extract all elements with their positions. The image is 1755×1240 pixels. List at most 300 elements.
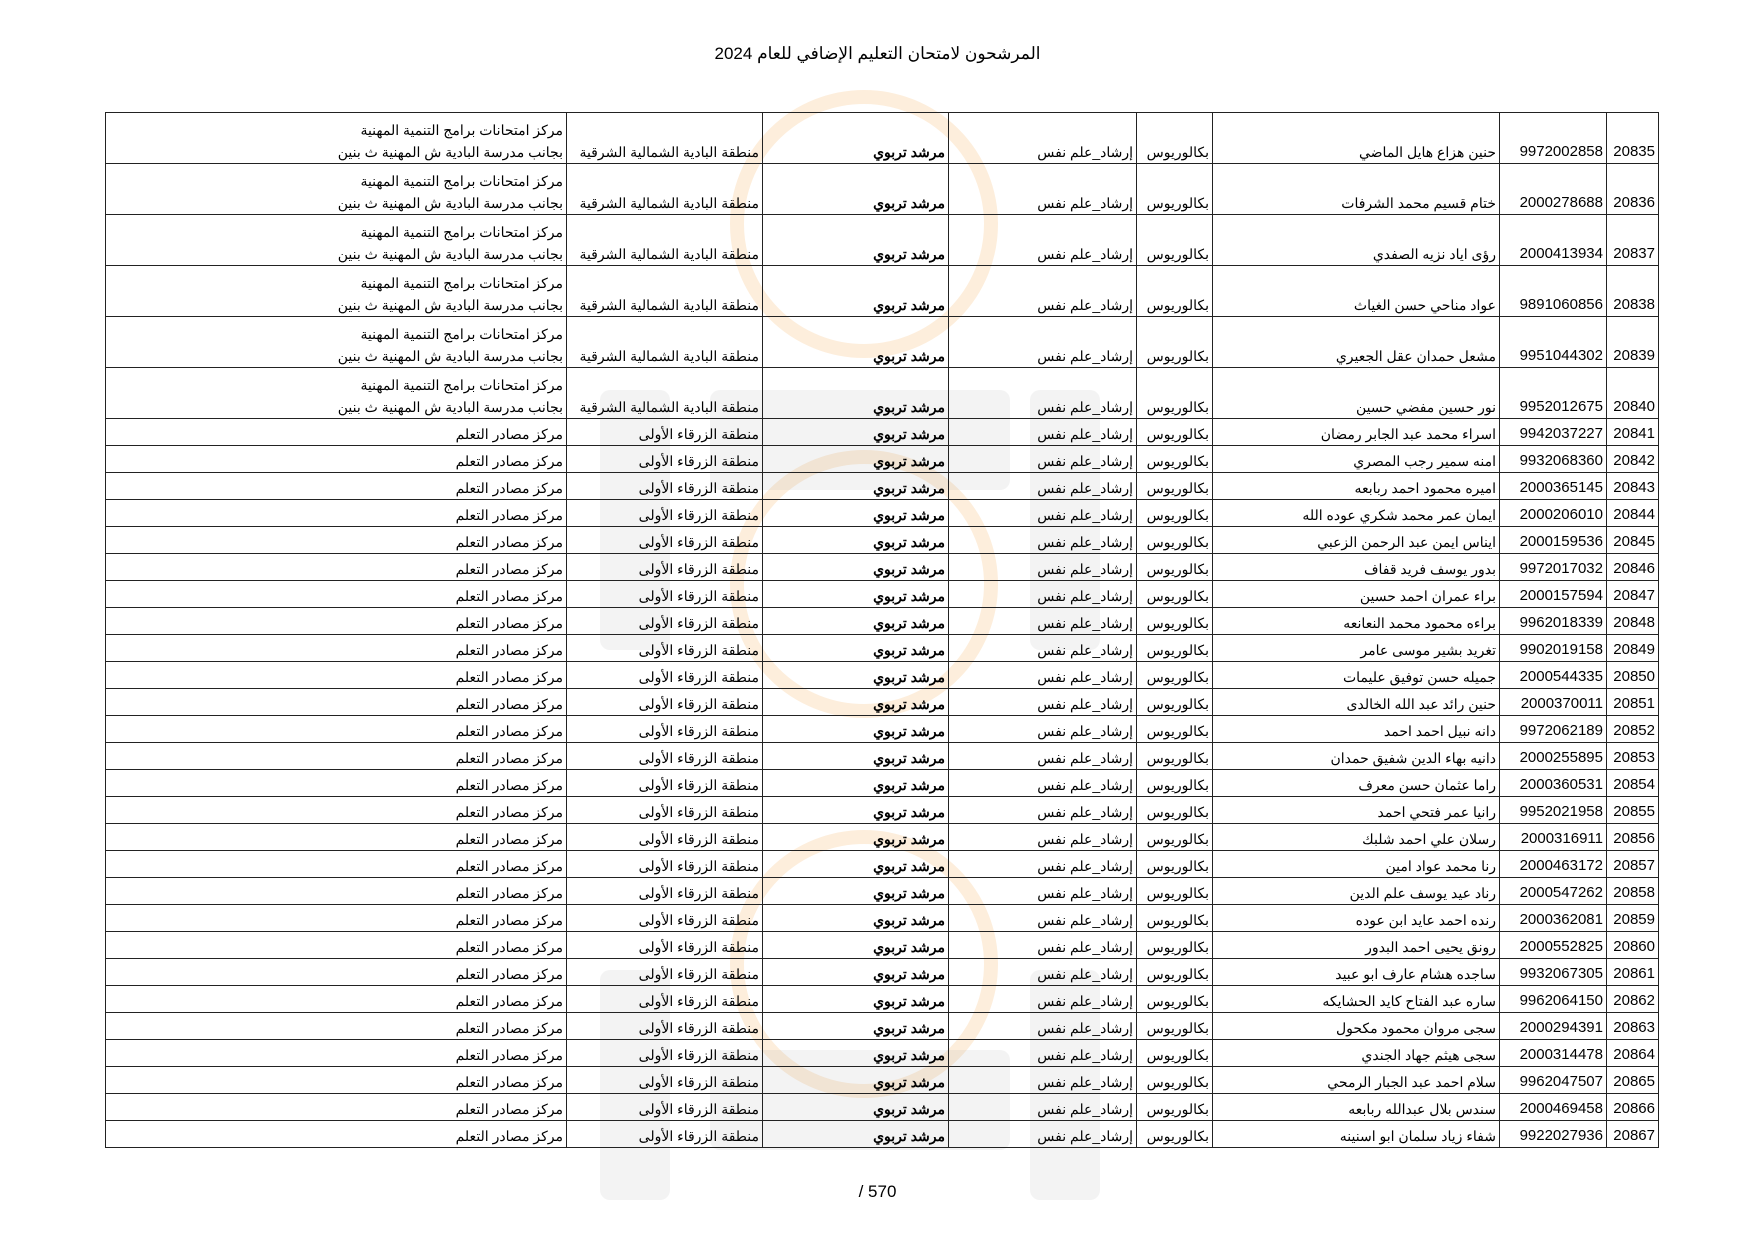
specialization-cell: إرشاد_علم نفس <box>949 500 1137 527</box>
exam-center-cell <box>106 1040 567 1067</box>
specialization-cell: إرشاد_علم نفس <box>949 1013 1137 1040</box>
specialization-cell: إرشاد_علم نفس <box>949 554 1137 581</box>
education-region-cell: منطقة الزرقاء الأولى <box>567 824 763 851</box>
candidate-name-cell: تغريد بشير موسى عامر <box>1213 635 1500 662</box>
education-region-cell: منطقة الزرقاء الأولى <box>567 716 763 743</box>
table-row <box>106 770 1659 797</box>
exam-center-cell <box>106 164 567 215</box>
exam-center-line: مركز مصادر التعلم <box>455 507 563 523</box>
exam-center-line: مركز مصادر التعلم <box>455 534 563 550</box>
specialization-cell: إرشاد_علم نفس <box>949 797 1137 824</box>
job-title-cell: مرشد تربوي <box>763 986 949 1013</box>
degree-cell: بكالوريوس <box>1137 581 1213 608</box>
table-row <box>106 527 1659 554</box>
national-id-cell: 9962064150 <box>1500 986 1607 1013</box>
national-id-cell: 2000255895 <box>1500 743 1607 770</box>
degree-cell: بكالوريوس <box>1137 419 1213 446</box>
exam-center-cell <box>106 662 567 689</box>
sequence-number-cell: 20845 <box>1607 527 1659 554</box>
candidate-name-cell: راما عثمان حسن معرف <box>1213 770 1500 797</box>
candidate-name-cell: رونق يحيى احمد البدور <box>1213 932 1500 959</box>
job-title-cell: مرشد تربوي <box>763 878 949 905</box>
specialization-cell: إرشاد_علم نفس <box>949 1121 1137 1148</box>
degree-cell: بكالوريوس <box>1137 986 1213 1013</box>
specialization-cell: إرشاد_علم نفس <box>949 164 1137 215</box>
degree-cell: بكالوريوس <box>1137 635 1213 662</box>
exam-center-line: مركز مصادر التعلم <box>455 966 563 982</box>
national-id-cell: 2000360531 <box>1500 770 1607 797</box>
exam-center-cell <box>106 797 567 824</box>
specialization-cell: إرشاد_علم نفس <box>949 635 1137 662</box>
candidate-name-cell: سلام احمد عبد الجبار الرمحي <box>1213 1067 1500 1094</box>
table-row <box>106 635 1659 662</box>
job-title-cell: مرشد تربوي <box>763 905 949 932</box>
education-region-cell: منطقة الزرقاء الأولى <box>567 959 763 986</box>
table-row <box>106 473 1659 500</box>
national-id-cell: 2000463172 <box>1500 851 1607 878</box>
table-row <box>106 689 1659 716</box>
education-region-cell: منطقة البادية الشمالية الشرقية <box>567 215 763 266</box>
table-row <box>106 1040 1659 1067</box>
exam-center-line: مركز مصادر التعلم <box>455 993 563 1009</box>
specialization-cell: إرشاد_علم نفس <box>949 1040 1137 1067</box>
exam-center-line: مركز مصادر التعلم <box>455 939 563 955</box>
degree-cell: بكالوريوس <box>1137 689 1213 716</box>
candidate-name-cell: رنده احمد عايد ابن عوده <box>1213 905 1500 932</box>
education-region-cell: منطقة الزرقاء الأولى <box>567 554 763 581</box>
degree-cell: بكالوريوس <box>1137 215 1213 266</box>
specialization-cell: إرشاد_علم نفس <box>949 689 1137 716</box>
exam-center-cell <box>106 215 567 266</box>
specialization-cell: إرشاد_علم نفس <box>949 527 1137 554</box>
specialization-cell: إرشاد_علم نفس <box>949 581 1137 608</box>
national-id-cell: 2000278688 <box>1500 164 1607 215</box>
job-title-cell: مرشد تربوي <box>763 113 949 164</box>
education-region-cell: منطقة الزرقاء الأولى <box>567 446 763 473</box>
sequence-number-cell: 20858 <box>1607 878 1659 905</box>
specialization-cell: إرشاد_علم نفس <box>949 878 1137 905</box>
sequence-number-cell: 20853 <box>1607 743 1659 770</box>
education-region-cell: منطقة الزرقاء الأولى <box>567 581 763 608</box>
specialization-cell: إرشاد_علم نفس <box>949 986 1137 1013</box>
sequence-number-cell: 20837 <box>1607 215 1659 266</box>
table-row <box>106 878 1659 905</box>
degree-cell: بكالوريوس <box>1137 164 1213 215</box>
education-region-cell: منطقة الزرقاء الأولى <box>567 932 763 959</box>
table-row <box>106 113 1659 164</box>
specialization-cell: إرشاد_علم نفس <box>949 716 1137 743</box>
exam-center-line: مركز امتحانات برامج التنمية المهنية <box>360 377 563 393</box>
education-region-cell: منطقة الزرقاء الأولى <box>567 743 763 770</box>
exam-center-cell <box>106 608 567 635</box>
degree-cell: بكالوريوس <box>1137 266 1213 317</box>
sequence-number-cell: 20854 <box>1607 770 1659 797</box>
exam-center-cell <box>106 986 567 1013</box>
candidate-name-cell: امنه سمير رجب المصري <box>1213 446 1500 473</box>
exam-center-line: بجانب مدرسة البادية ش المهنية ث بنين <box>337 246 563 262</box>
degree-cell: بكالوريوس <box>1137 662 1213 689</box>
national-id-cell: 2000206010 <box>1500 500 1607 527</box>
degree-cell: بكالوريوس <box>1137 317 1213 368</box>
specialization-cell: إرشاد_علم نفس <box>949 1094 1137 1121</box>
candidate-name-cell: حنين هزاع هايل الماضي <box>1213 113 1500 164</box>
education-region-cell: منطقة الزرقاء الأولى <box>567 1121 763 1148</box>
degree-cell: بكالوريوس <box>1137 554 1213 581</box>
job-title-cell: مرشد تربوي <box>763 368 949 419</box>
education-region-cell: منطقة الزرقاء الأولى <box>567 473 763 500</box>
candidate-name-cell: براءه محمود محمد النعانعه <box>1213 608 1500 635</box>
candidate-name-cell: شفاء زياد سلمان ابو اسنينه <box>1213 1121 1500 1148</box>
exam-center-line: مركز مصادر التعلم <box>455 723 563 739</box>
sequence-number-cell: 20840 <box>1607 368 1659 419</box>
degree-cell: بكالوريوس <box>1137 770 1213 797</box>
exam-center-line: بجانب مدرسة البادية ش المهنية ث بنين <box>337 399 563 415</box>
degree-cell: بكالوريوس <box>1137 527 1213 554</box>
job-title-cell: مرشد تربوي <box>763 1013 949 1040</box>
national-id-cell: 9972062189 <box>1500 716 1607 743</box>
sequence-number-cell: 20864 <box>1607 1040 1659 1067</box>
specialization-cell: إرشاد_علم نفس <box>949 932 1137 959</box>
sequence-number-cell: 20836 <box>1607 164 1659 215</box>
education-region-cell: منطقة الزرقاء الأولى <box>567 1040 763 1067</box>
specialization-cell: إرشاد_علم نفس <box>949 446 1137 473</box>
degree-cell: بكالوريوس <box>1137 959 1213 986</box>
specialization-cell: إرشاد_علم نفس <box>949 851 1137 878</box>
sequence-number-cell: 20860 <box>1607 932 1659 959</box>
candidate-name-cell: حنين رائد عبد الله الخالدى <box>1213 689 1500 716</box>
degree-cell: بكالوريوس <box>1137 1121 1213 1148</box>
table-row <box>106 743 1659 770</box>
exam-center-cell <box>106 878 567 905</box>
national-id-cell: 2000552825 <box>1500 932 1607 959</box>
sequence-number-cell: 20862 <box>1607 986 1659 1013</box>
table-row <box>106 1013 1659 1040</box>
exam-center-line: مركز مصادر التعلم <box>455 588 563 604</box>
national-id-cell: 9962018339 <box>1500 608 1607 635</box>
exam-center-line: بجانب مدرسة البادية ش المهنية ث بنين <box>337 348 563 364</box>
sequence-number-cell: 20838 <box>1607 266 1659 317</box>
national-id-cell: 2000469458 <box>1500 1094 1607 1121</box>
national-id-cell: 2000547262 <box>1500 878 1607 905</box>
education-region-cell: منطقة البادية الشمالية الشرقية <box>567 317 763 368</box>
candidate-name-cell: رانيا عمر فتحي احمد <box>1213 797 1500 824</box>
job-title-cell: مرشد تربوي <box>763 1094 949 1121</box>
job-title-cell: مرشد تربوي <box>763 266 949 317</box>
degree-cell: بكالوريوس <box>1137 1013 1213 1040</box>
sequence-number-cell: 20843 <box>1607 473 1659 500</box>
job-title-cell: مرشد تربوي <box>763 1067 949 1094</box>
table-row <box>106 266 1659 317</box>
education-region-cell: منطقة الزرقاء الأولى <box>567 1013 763 1040</box>
sequence-number-cell: 20849 <box>1607 635 1659 662</box>
exam-center-cell <box>106 266 567 317</box>
candidate-name-cell: ختام قسيم محمد الشرفات <box>1213 164 1500 215</box>
education-region-cell: منطقة الزرقاء الأولى <box>567 1094 763 1121</box>
exam-center-line: مركز مصادر التعلم <box>455 831 563 847</box>
job-title-cell: مرشد تربوي <box>763 824 949 851</box>
sequence-number-cell: 20861 <box>1607 959 1659 986</box>
exam-center-line: مركز امتحانات برامج التنمية المهنية <box>360 122 563 138</box>
table-row <box>106 797 1659 824</box>
specialization-cell: إرشاد_علم نفس <box>949 770 1137 797</box>
job-title-cell: مرشد تربوي <box>763 581 949 608</box>
national-id-cell: 9952012675 <box>1500 368 1607 419</box>
job-title-cell: مرشد تربوي <box>763 473 949 500</box>
candidate-name-cell: بدور يوسف فريد قفاف <box>1213 554 1500 581</box>
exam-center-line: مركز مصادر التعلم <box>455 426 563 442</box>
sequence-number-cell: 20844 <box>1607 500 1659 527</box>
exam-center-line: مركز امتحانات برامج التنمية المهنية <box>360 224 563 240</box>
exam-center-cell <box>106 581 567 608</box>
exam-center-line: مركز مصادر التعلم <box>455 1020 563 1036</box>
specialization-cell: إرشاد_علم نفس <box>949 905 1137 932</box>
exam-center-line: مركز مصادر التعلم <box>455 777 563 793</box>
table-row <box>106 215 1659 266</box>
national-id-cell: 2000365145 <box>1500 473 1607 500</box>
national-id-cell: 9952021958 <box>1500 797 1607 824</box>
exam-center-cell <box>106 770 567 797</box>
page-number: 570 / <box>858 1182 897 1201</box>
exam-center-cell <box>106 446 567 473</box>
degree-cell: بكالوريوس <box>1137 1067 1213 1094</box>
job-title-cell: مرشد تربوي <box>763 1121 949 1148</box>
degree-cell: بكالوريوس <box>1137 932 1213 959</box>
sequence-number-cell: 20852 <box>1607 716 1659 743</box>
degree-cell: بكالوريوس <box>1137 743 1213 770</box>
candidate-name-cell: سجى مروان محمود مكحول <box>1213 1013 1500 1040</box>
candidate-name-cell: رؤى اياد نزيه الصفدي <box>1213 215 1500 266</box>
sequence-number-cell: 20850 <box>1607 662 1659 689</box>
national-id-cell: 9942037227 <box>1500 419 1607 446</box>
sequence-number-cell: 20866 <box>1607 1094 1659 1121</box>
candidate-name-cell: ساره عبد الفتاح كايد الحشايكه <box>1213 986 1500 1013</box>
table-row <box>106 419 1659 446</box>
candidate-name-cell: نور حسين مفضي حسين <box>1213 368 1500 419</box>
table-row <box>106 446 1659 473</box>
exam-center-cell <box>106 716 567 743</box>
national-id-cell: 9891060856 <box>1500 266 1607 317</box>
education-region-cell: منطقة البادية الشمالية الشرقية <box>567 113 763 164</box>
specialization-cell: إرشاد_علم نفس <box>949 266 1137 317</box>
job-title-cell: مرشد تربوي <box>763 635 949 662</box>
education-region-cell: منطقة الزرقاء الأولى <box>567 662 763 689</box>
education-region-cell: منطقة الزرقاء الأولى <box>567 635 763 662</box>
national-id-cell: 9951044302 <box>1500 317 1607 368</box>
exam-center-cell <box>106 473 567 500</box>
exam-center-cell <box>106 932 567 959</box>
sequence-number-cell: 20842 <box>1607 446 1659 473</box>
sequence-number-cell: 20847 <box>1607 581 1659 608</box>
job-title-cell: مرشد تربوي <box>763 317 949 368</box>
candidate-name-cell: اسراء محمد عبد الجابر رمضان <box>1213 419 1500 446</box>
job-title-cell: مرشد تربوي <box>763 446 949 473</box>
specialization-cell: إرشاد_علم نفس <box>949 1067 1137 1094</box>
specialization-cell: إرشاد_علم نفس <box>949 662 1137 689</box>
candidate-name-cell: رسلان علي احمد شلبك <box>1213 824 1500 851</box>
education-region-cell: منطقة الزرقاء الأولى <box>567 986 763 1013</box>
job-title-cell: مرشد تربوي <box>763 419 949 446</box>
exam-center-line: بجانب مدرسة البادية ش المهنية ث بنين <box>337 144 563 160</box>
job-title-cell: مرشد تربوي <box>763 554 949 581</box>
national-id-cell: 2000159536 <box>1500 527 1607 554</box>
degree-cell: بكالوريوس <box>1137 824 1213 851</box>
exam-center-line: مركز امتحانات برامج التنمية المهنية <box>360 275 563 291</box>
national-id-cell: 2000413934 <box>1500 215 1607 266</box>
table-row <box>106 1121 1659 1148</box>
degree-cell: بكالوريوس <box>1137 113 1213 164</box>
exam-center-cell <box>106 1094 567 1121</box>
candidate-name-cell: ساجده هشام عارف ابو عبيد <box>1213 959 1500 986</box>
degree-cell: بكالوريوس <box>1137 368 1213 419</box>
job-title-cell: مرشد تربوي <box>763 716 949 743</box>
job-title-cell: مرشد تربوي <box>763 851 949 878</box>
sequence-number-cell: 20857 <box>1607 851 1659 878</box>
national-id-cell: 9902019158 <box>1500 635 1607 662</box>
exam-center-line: مركز مصادر التعلم <box>455 696 563 712</box>
exam-center-line: مركز مصادر التعلم <box>455 453 563 469</box>
national-id-cell: 2000362081 <box>1500 905 1607 932</box>
education-region-cell: منطقة الزرقاء الأولى <box>567 770 763 797</box>
job-title-cell: مرشد تربوي <box>763 770 949 797</box>
sequence-number-cell: 20867 <box>1607 1121 1659 1148</box>
sequence-number-cell: 20835 <box>1607 113 1659 164</box>
candidate-name-cell: اميره محمود احمد ربابعه <box>1213 473 1500 500</box>
table-row <box>106 662 1659 689</box>
exam-center-cell <box>106 1013 567 1040</box>
candidate-name-cell: جميله حسن توفيق عليمات <box>1213 662 1500 689</box>
table-row <box>106 368 1659 419</box>
exam-center-line: مركز مصادر التعلم <box>455 912 563 928</box>
exam-center-line: مركز مصادر التعلم <box>455 615 563 631</box>
exam-center-cell <box>106 689 567 716</box>
exam-center-cell <box>106 368 567 419</box>
degree-cell: بكالوريوس <box>1137 1040 1213 1067</box>
candidate-name-cell: رناد عيد يوسف علم الدين <box>1213 878 1500 905</box>
national-id-cell: 9972002858 <box>1500 113 1607 164</box>
candidate-name-cell: دانيه بهاء الدين شفيق حمدان <box>1213 743 1500 770</box>
education-region-cell: منطقة الزرقاء الأولى <box>567 1067 763 1094</box>
table-row <box>106 500 1659 527</box>
national-id-cell: 2000294391 <box>1500 1013 1607 1040</box>
exam-center-cell <box>106 635 567 662</box>
candidates-table <box>105 112 1659 1148</box>
job-title-cell: مرشد تربوي <box>763 500 949 527</box>
specialization-cell: إرشاد_علم نفس <box>949 608 1137 635</box>
national-id-cell: 9932067305 <box>1500 959 1607 986</box>
exam-center-line: مركز مصادر التعلم <box>455 480 563 496</box>
specialization-cell: إرشاد_علم نفس <box>949 824 1137 851</box>
degree-cell: بكالوريوس <box>1137 473 1213 500</box>
education-region-cell: منطقة الزرقاء الأولى <box>567 905 763 932</box>
education-region-cell: منطقة الزرقاء الأولى <box>567 500 763 527</box>
exam-center-cell <box>106 743 567 770</box>
education-region-cell: منطقة البادية الشمالية الشرقية <box>567 266 763 317</box>
exam-center-cell <box>106 554 567 581</box>
table-row <box>106 1094 1659 1121</box>
sequence-number-cell: 20863 <box>1607 1013 1659 1040</box>
exam-center-line: مركز امتحانات برامج التنمية المهنية <box>360 173 563 189</box>
job-title-cell: مرشد تربوي <box>763 662 949 689</box>
specialization-cell: إرشاد_علم نفس <box>949 473 1137 500</box>
exam-center-line: مركز مصادر التعلم <box>455 642 563 658</box>
sequence-number-cell: 20846 <box>1607 554 1659 581</box>
education-region-cell: منطقة الزرقاء الأولى <box>567 797 763 824</box>
national-id-cell: 9932068360 <box>1500 446 1607 473</box>
table-row <box>106 932 1659 959</box>
specialization-cell: إرشاد_علم نفس <box>949 215 1137 266</box>
degree-cell: بكالوريوس <box>1137 905 1213 932</box>
candidate-name-cell: ايمان عمر محمد شكري عوده الله <box>1213 500 1500 527</box>
exam-center-line: بجانب مدرسة البادية ش المهنية ث بنين <box>337 195 563 211</box>
job-title-cell: مرشد تربوي <box>763 527 949 554</box>
degree-cell: بكالوريوس <box>1137 500 1213 527</box>
national-id-cell: 9972017032 <box>1500 554 1607 581</box>
table-row <box>106 554 1659 581</box>
sequence-number-cell: 20856 <box>1607 824 1659 851</box>
exam-center-line: مركز مصادر التعلم <box>455 1047 563 1063</box>
exam-center-cell <box>106 317 567 368</box>
exam-center-line: مركز مصادر التعلم <box>455 858 563 874</box>
exam-center-cell <box>106 1121 567 1148</box>
exam-center-cell <box>106 959 567 986</box>
education-region-cell: منطقة الزرقاء الأولى <box>567 878 763 905</box>
exam-center-cell <box>106 113 567 164</box>
table-row <box>106 986 1659 1013</box>
candidate-name-cell: عواد مناحي حسن الغياث <box>1213 266 1500 317</box>
exam-center-cell <box>106 824 567 851</box>
job-title-cell: مرشد تربوي <box>763 743 949 770</box>
education-region-cell: منطقة الزرقاء الأولى <box>567 851 763 878</box>
candidate-name-cell: رنا محمد عواد امين <box>1213 851 1500 878</box>
national-id-cell: 2000157594 <box>1500 581 1607 608</box>
candidate-name-cell: سجى هيثم جهاد الجندي <box>1213 1040 1500 1067</box>
exam-center-line: مركز مصادر التعلم <box>455 1074 563 1090</box>
exam-center-cell <box>106 1067 567 1094</box>
exam-center-cell <box>106 500 567 527</box>
sequence-number-cell: 20848 <box>1607 608 1659 635</box>
candidate-name-cell: دانه نبيل احمد احمد <box>1213 716 1500 743</box>
exam-center-cell <box>106 419 567 446</box>
exam-center-line: مركز مصادر التعلم <box>455 669 563 685</box>
degree-cell: بكالوريوس <box>1137 1094 1213 1121</box>
table-row <box>106 581 1659 608</box>
table-row <box>106 317 1659 368</box>
sequence-number-cell: 20859 <box>1607 905 1659 932</box>
national-id-cell: 2000314478 <box>1500 1040 1607 1067</box>
table-row <box>106 1067 1659 1094</box>
exam-center-line: مركز امتحانات برامج التنمية المهنية <box>360 326 563 342</box>
sequence-number-cell: 20851 <box>1607 689 1659 716</box>
education-region-cell: منطقة الزرقاء الأولى <box>567 608 763 635</box>
exam-center-line: مركز مصادر التعلم <box>455 1101 563 1117</box>
sequence-number-cell: 20841 <box>1607 419 1659 446</box>
exam-center-line: مركز مصادر التعلم <box>455 1128 563 1144</box>
table-row <box>106 959 1659 986</box>
sequence-number-cell: 20865 <box>1607 1067 1659 1094</box>
education-region-cell: منطقة الزرقاء الأولى <box>567 419 763 446</box>
candidate-name-cell: براء عمران احمد حسين <box>1213 581 1500 608</box>
education-region-cell: منطقة البادية الشمالية الشرقية <box>567 368 763 419</box>
job-title-cell: مرشد تربوي <box>763 164 949 215</box>
national-id-cell: 9922027936 <box>1500 1121 1607 1148</box>
specialization-cell: إرشاد_علم نفس <box>949 113 1137 164</box>
table-row <box>106 164 1659 215</box>
education-region-cell: منطقة الزرقاء الأولى <box>567 689 763 716</box>
specialization-cell: إرشاد_علم نفس <box>949 743 1137 770</box>
specialization-cell: إرشاد_علم نفس <box>949 419 1137 446</box>
national-id-cell: 2000370011 <box>1500 689 1607 716</box>
exam-center-cell <box>106 905 567 932</box>
